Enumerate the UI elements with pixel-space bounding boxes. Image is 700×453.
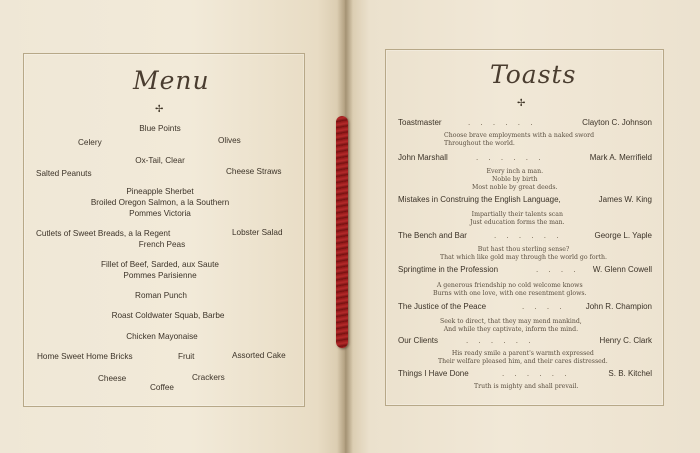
quote-line: That which like gold may through the world go forth.: [440, 254, 607, 261]
quote-line: His ready smile a parent's warmth expressed: [451, 350, 594, 357]
menu-ornament-icon: ✢: [155, 104, 164, 115]
menu-item-crackers: Crackers: [192, 373, 225, 382]
toast-title: The Bench and Bar: [398, 231, 467, 240]
menu-item-blue-points: Blue Points: [139, 124, 181, 133]
quote-line: Throughout the world.: [444, 140, 515, 147]
quote-line: Every inch a man.: [486, 168, 544, 175]
menu-item-pommes-parisienne: Pommes Parisienne: [123, 271, 197, 280]
toast-title: The Justice of the Peace: [398, 302, 487, 311]
toast-leader-dots: . . . . . .: [502, 369, 571, 378]
toast-entry-john-marshall: [398, 153, 652, 165]
toast-speaker: George L. Yaple: [594, 231, 652, 240]
menu-item-oxtail: Ox-Tail, Clear: [135, 156, 185, 165]
quote-line: Truth is mighty and shall prevail.: [474, 383, 579, 390]
toast-quote: [433, 282, 587, 298]
quote-line: Impartially their talents scan: [471, 211, 563, 218]
toast-title: Springtime in the Profession: [398, 265, 499, 274]
menu-item-cutlets: Cutlets of Sweet Breads, a la Regent: [36, 229, 171, 238]
menu-item-fillet-beef: Fillet of Beef, Sarded, aux Saute: [101, 260, 219, 269]
toast-leader-dots: . . . . . .: [476, 153, 545, 162]
menu-item-cheese-straws: Cheese Straws: [226, 167, 282, 176]
menu-item-coffee: Coffee: [150, 383, 174, 392]
toast-title: Mistakes in Construing the English Language,: [398, 195, 561, 204]
quote-line: Just education forms the man.: [470, 219, 565, 226]
toast-entry-our-clients: [398, 336, 652, 348]
quote-line: Burns with one love, with one resentment glows.: [433, 290, 587, 297]
menu-item-french-peas: French Peas: [138, 240, 186, 249]
quote-line: Most noble by great deeds.: [472, 184, 558, 191]
menu-item-salted-peanuts: Salted Peanuts: [36, 169, 92, 178]
toast-entry-justice-of-peace: [398, 302, 652, 314]
toast-quote: [472, 168, 558, 192]
red-ribbon-binding: [336, 116, 348, 348]
menu-title: Menu: [133, 66, 210, 95]
toast-title: Our Clients: [398, 336, 439, 345]
toast-speaker: James W. King: [598, 195, 652, 204]
quote-line: Their welfare pleased him, and their cares distressed.: [438, 358, 608, 365]
toast-leader-dots: . . . . . .: [494, 231, 563, 240]
toast-leader-dots: . . . . . .: [468, 118, 537, 127]
quote-line: A generous friendship no cold welcome knows: [436, 282, 583, 289]
toast-speaker: W. Glenn Cowell: [592, 265, 652, 274]
toasts-title: Toasts: [490, 60, 577, 89]
menu-item-fruit: Fruit: [178, 352, 195, 361]
toast-title: Toastmaster: [398, 118, 442, 127]
menu-item-salmon: Broiled Oregon Salmon, a la Southern: [90, 198, 230, 207]
toast-entry-things-i-have-done: [398, 369, 652, 381]
menu-item-cheese: Cheese: [98, 374, 127, 383]
toast-quote: [440, 246, 607, 262]
toast-speaker: Mark A. Merrifield: [589, 153, 652, 162]
menu-item-roman-punch: Roman Punch: [135, 291, 187, 300]
toast-quote: [474, 383, 578, 391]
quote-line: Seek to direct, that they may mend mankind,: [440, 318, 582, 325]
menu-item-pommes-victoria: Pommes Victoria: [129, 209, 191, 218]
menu-item-assorted-cake: Assorted Cake: [232, 351, 286, 360]
toast-speaker: Henry C. Clark: [599, 336, 652, 345]
menu-item-pineapple-sherbet: Pineapple Sherbet: [126, 187, 194, 196]
toast-entry-bench-and-bar: [398, 231, 652, 243]
quote-line: Choose brave employments with a naked sword: [444, 132, 595, 139]
toast-leader-dots: . . . . . .: [466, 336, 535, 345]
menu-item-squab: Roast Coldwater Squab, Barbe: [111, 311, 225, 320]
toast-entry-springtime: [398, 265, 652, 277]
menu-item-chicken-mayonaise: Chicken Mayonaise: [126, 332, 198, 341]
toast-quote: [438, 350, 608, 366]
toast-speaker: Clayton C. Johnson: [582, 118, 652, 127]
toast-title: Things I Have Done: [398, 369, 469, 378]
toast-leader-dots: . . . .: [522, 302, 566, 311]
toasts-ornament-icon: ✢: [517, 98, 526, 109]
toast-speaker: John R. Champion: [585, 302, 652, 311]
menu-item-lobster-salad: Lobster Salad: [232, 228, 283, 237]
toast-quote: [470, 211, 565, 227]
toast-quote: [440, 318, 582, 334]
menu-item-olives: Olives: [218, 136, 241, 145]
menu-item-celery: Celery: [78, 138, 102, 147]
toast-entry-toastmaster: [398, 118, 652, 130]
toast-quote: [444, 132, 594, 148]
toast-entry-mistakes: [398, 195, 652, 207]
toast-speaker: S. B. Kitchel: [608, 369, 652, 378]
quote-line: But hast thou sterling sense?: [477, 246, 570, 253]
menu-item-bricks: Home Sweet Home Bricks: [37, 352, 133, 361]
quote-line: And while they captivate, inform the mind.: [443, 326, 579, 333]
toast-leader-dots: . . . .: [536, 265, 580, 274]
toast-title: John Marshall: [398, 153, 448, 162]
quote-line: Noble by birth: [492, 176, 538, 183]
